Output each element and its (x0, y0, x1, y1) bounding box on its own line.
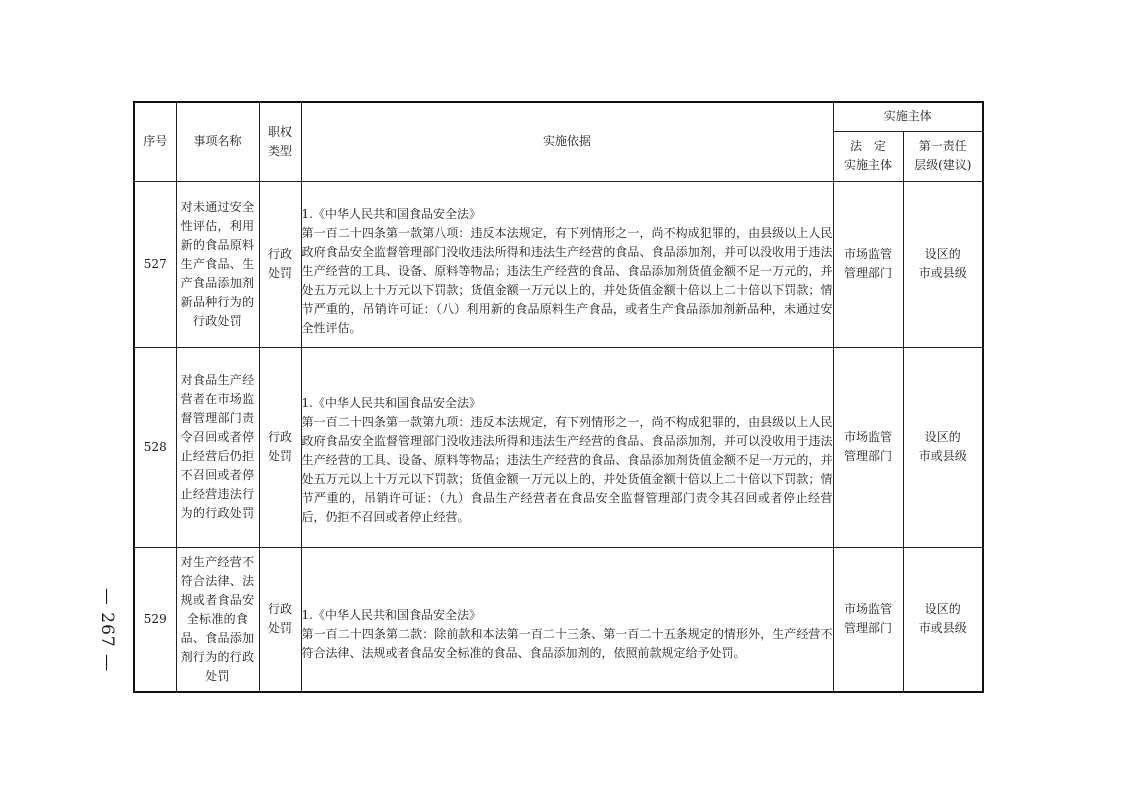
row-item-name: 对未通过安全性评估，利用新的食品原料生产食品、生产食品添加剂新品种行为的行政处罚 (176, 181, 259, 347)
row-type-line2: 处罚 (267, 621, 292, 636)
row-basis-title: 1.《中华人民共和国食品安全法》 (301, 607, 481, 622)
row-item-name: 对生产经营不符合法律、法规或者食品安全标准的食品、食品添加剂行为的行政处罚 (176, 547, 259, 692)
header-legal-subject (833, 131, 903, 181)
row-type (259, 181, 301, 347)
table-header-row (134, 102, 983, 131)
row-basis-text: 第一百二十四条第一款第八项：违反本法规定，有下列情形之一，尚不构成犯罪的，由县级以上人民政府食品安全监督管理部门没收违法所得和违法生产经营的食品、食品添加剂，并可以没收用于违法生产经营的工具、设备、原料等物品；违法生产经营的食品、食品添加剂货值金额不足一万元的，并处五万元以上十万元以下罚款；货值金额一万元以上的，并处货值金额十倍以上二十倍以下罚款；情节严重的，吊销许可证：（八）利用新的食品原料生产食品，或者生产食品添加剂新品种，未通过安全性评估。 (301, 225, 833, 335)
row-subject-line2: 管理部门 (843, 266, 892, 280)
header-level-line2: 层级(建议) (914, 158, 972, 172)
row-type (259, 347, 301, 547)
page-number-text: — 267 — (97, 587, 118, 673)
row-level-line2: 市或县级 (918, 449, 967, 463)
header-name: 事项名称 (176, 102, 259, 181)
row-basis-text: 第一百二十四条第二款：除前款和本法第一百二十三条、第一百二十五条规定的情形外，生产经营不符合法律、法规或者食品安全标准的食品、食品添加剂的，依照前款规定给予处罚。 (301, 626, 833, 660)
row-basis (301, 347, 833, 547)
row-level-line1: 设区的 (924, 247, 961, 261)
row-subject-line1: 市场监管 (843, 430, 892, 444)
header-type-line1: 职权 (267, 124, 292, 139)
row-level-line2: 市或县级 (918, 266, 967, 280)
row-index: 529 (134, 547, 176, 692)
row-index: 528 (134, 347, 176, 547)
row-level (903, 181, 983, 347)
page-number (92, 585, 122, 675)
row-subject-line1: 市场监管 (843, 247, 892, 261)
row-subject (833, 181, 903, 347)
row-type (259, 547, 301, 692)
row-basis-title: 1.《中华人民共和国食品安全法》 (301, 206, 481, 221)
row-basis-title: 1.《中华人民共和国食品安全法》 (301, 395, 481, 410)
row-basis-text: 第一百二十四条第一款第九项：违反本法规定，有下列情形之一，尚不构成犯罪的，由县级以上人民政府食品安全监督管理部门没收违法所得和违法生产经营的食品、食品添加剂，并可以没收用于违法生产经营的工具、设备、原料等物品；违法生产经营的食品、食品添加剂货值金额不足一万元的，并处五万元以上十万元以下罚款；货值金额一万元以上的，并处货值金额十倍以上二十倍以下罚款；情节严重的，吊销许可证：（九）食品生产经营者在食品安全监督管理部门责令其召回或者停止经营后，仍拒不召回或者停止经营。 (301, 414, 833, 524)
row-index: 527 (134, 181, 176, 347)
row-type-line1: 行政 (267, 430, 292, 444)
row-subject (833, 547, 903, 692)
header-basis: 实施依据 (301, 102, 833, 181)
row-subject-line2: 管理部门 (843, 449, 892, 463)
row-type-line2: 处罚 (267, 266, 292, 280)
header-level (903, 131, 983, 181)
row-level (903, 347, 983, 547)
header-index: 序号 (134, 102, 176, 181)
row-type-line1: 行政 (267, 247, 292, 261)
table-row (134, 547, 983, 692)
row-type-line1: 行政 (267, 602, 292, 617)
row-subject-line1: 市场监管 (843, 602, 892, 617)
header-legal-subject-line2: 实施主体 (843, 158, 892, 172)
row-basis (301, 547, 833, 692)
row-item-name: 对食品生产经营者在市场监督管理部门责令召回或者停止经营后仍拒不召回或者停止经营违法行为的行政处罚 (176, 347, 259, 547)
row-type-line2: 处罚 (267, 449, 292, 463)
row-level (903, 547, 983, 692)
header-legal-subject-line1: 法 定 (849, 139, 886, 153)
header-subject-group: 实施主体 (833, 102, 983, 131)
table-row (134, 347, 983, 547)
row-subject (833, 347, 903, 547)
header-level-line1: 第一责任 (918, 139, 967, 153)
row-level-line1: 设区的 (924, 430, 961, 444)
header-type (259, 102, 301, 181)
row-level-line2: 市或县级 (918, 621, 967, 636)
row-level-line1: 设区的 (924, 602, 961, 617)
enforcement-items-table (133, 101, 984, 693)
header-type-line2: 类型 (267, 143, 292, 158)
row-subject-line2: 管理部门 (843, 621, 892, 636)
table-row (134, 181, 983, 347)
row-basis (301, 181, 833, 347)
